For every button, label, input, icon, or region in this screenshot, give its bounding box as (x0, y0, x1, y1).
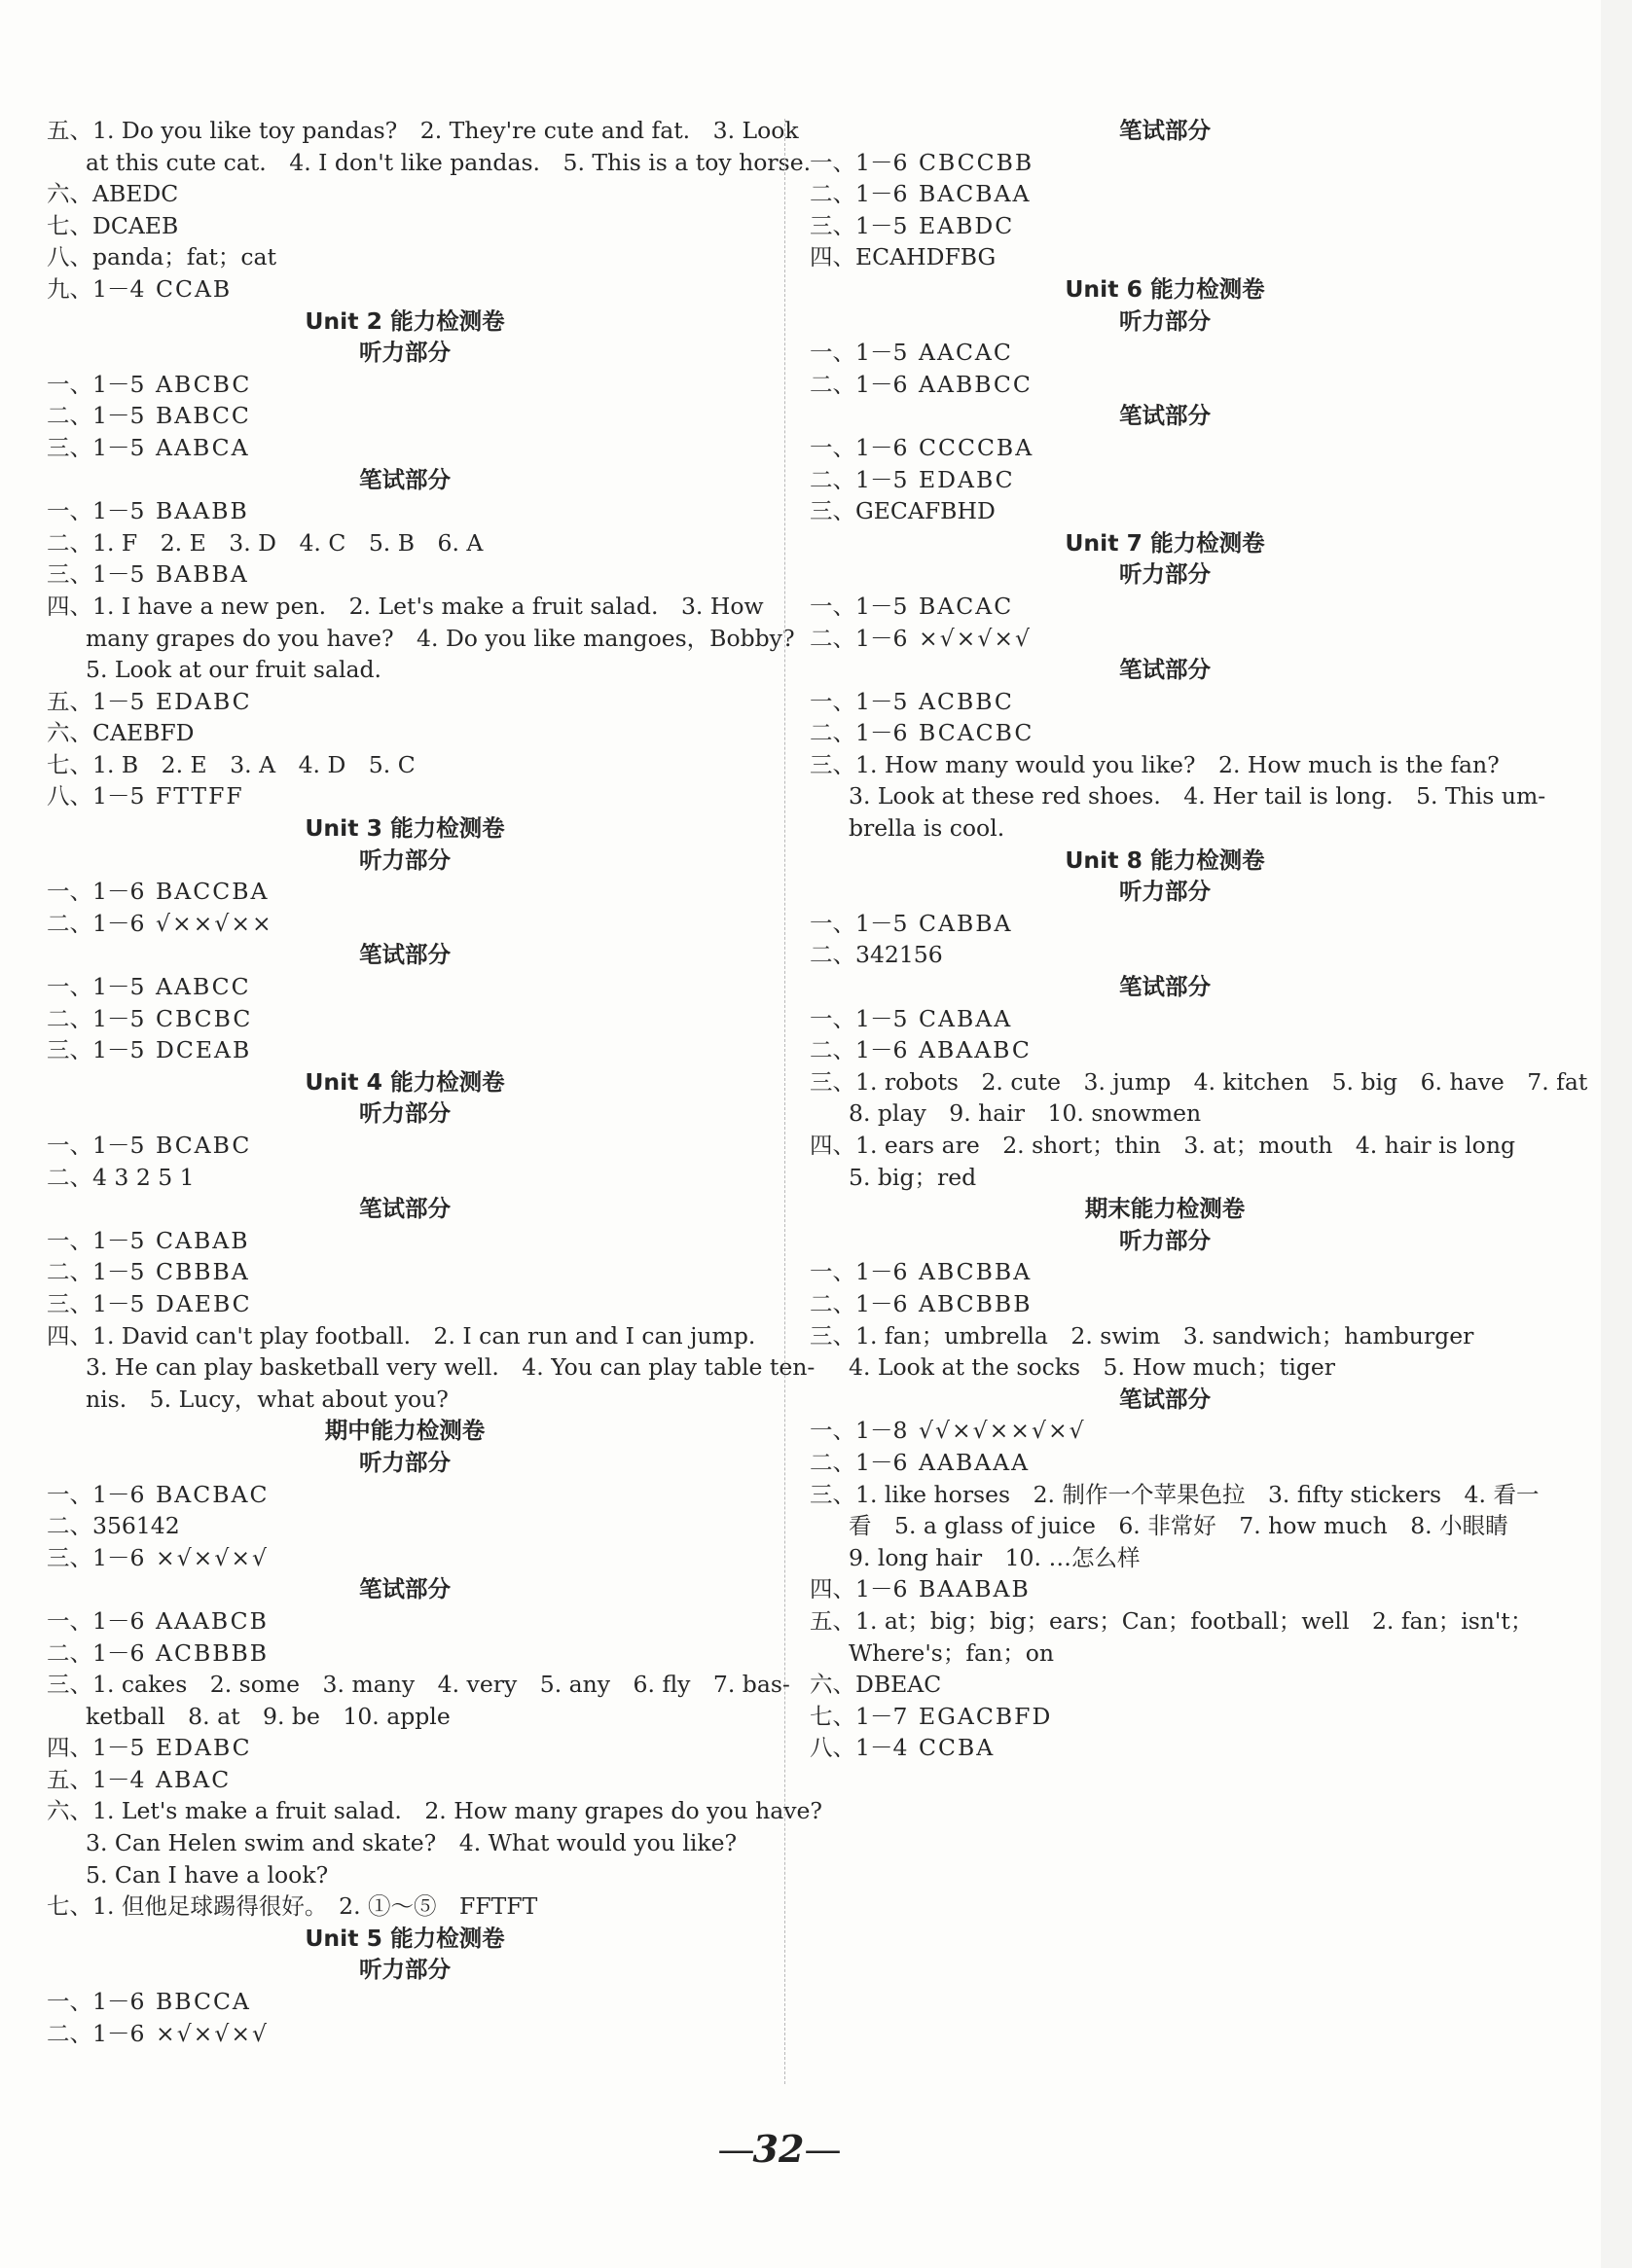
section-heading: 听力部分 (359, 846, 451, 874)
question-range: 二、1－5 (47, 402, 145, 430)
question-range: 一、1－5 (47, 497, 145, 525)
question-range: 三、1－5 (47, 1289, 145, 1317)
answer-line (810, 1447, 1520, 1479)
answer-line (810, 1256, 1520, 1288)
answer-continuation: nis. 5. Lucy，what about you? (86, 1385, 449, 1413)
answer-value: ABAC (156, 1765, 232, 1793)
answer-value: DAEBC (156, 1289, 252, 1317)
answer-continuation: 5. Can I have a look? (86, 1860, 329, 1889)
answer-line: 五、1. Do you like toy pandas? 2. They're cute and fat. 3. Look (47, 117, 799, 144)
answer-continuation: 5. Look at our fruit salad. (86, 656, 382, 684)
answer-value: AABBCC (919, 370, 1033, 398)
answer-value: ABCBBA (919, 1258, 1033, 1286)
answer-continuation: 看 5. a glass of juice 6. 非常好 7. how much 8. 小眼睛 (849, 1512, 1508, 1540)
answer-continuation: 5. big；red (849, 1163, 977, 1191)
answer-line: 四、1. I have a new pen. 2. Let's make a fruit salad. 3. How (47, 592, 764, 620)
answer-value: ×√×√×√ (156, 1543, 269, 1571)
answer-continuation: 9. long hair 10. …怎么样 (849, 1543, 1141, 1571)
question-range: 一、1－5 (47, 973, 145, 1001)
question-range: 一、1－6 (47, 1988, 145, 2016)
answer-continuation: Where's；fan；on (849, 1638, 1054, 1667)
question-range: 二、1－5 (810, 465, 908, 493)
section-heading: 笔试部分 (359, 1575, 451, 1603)
answer-line (810, 210, 1520, 242)
section-heading: Unit 7 能力检测卷 (1065, 528, 1265, 557)
question-range: 四、1－5 (47, 1734, 145, 1762)
answer-line: 七、1. B 2. E 3. A 4. D 5. C (47, 750, 416, 778)
section-heading: 笔试部分 (359, 465, 451, 493)
answer-line (810, 1288, 1520, 1320)
question-range: 一、1－8 (810, 1417, 908, 1445)
answer-line (47, 876, 763, 908)
question-range: 二、1－6 (47, 1638, 145, 1667)
section-heading: 笔试部分 (1119, 656, 1211, 684)
question-range: 二、1－6 (47, 2019, 145, 2047)
answer-line (47, 1542, 763, 1574)
question-range: 一、1－5 (47, 370, 145, 398)
page-number-dash-right: — (804, 2128, 840, 2171)
answer-line (810, 369, 1520, 401)
left-column (47, 115, 823, 2049)
answer-value: CABAA (919, 1004, 1013, 1032)
page-number (0, 2127, 1557, 2171)
question-range: 一、1－6 (47, 1480, 145, 1508)
answer-line (47, 273, 763, 306)
question-range: 三、1－5 (47, 560, 145, 589)
answer-value: ×√×√×√ (156, 2019, 269, 2047)
section-heading: 笔试部分 (1119, 973, 1211, 1001)
answer-continuation: 3. Look at these red shoes. 4. Her tail is long. 5. This um- (849, 782, 1546, 810)
answer-line (810, 432, 1520, 464)
answer-line (810, 178, 1520, 210)
answer-value: BAABB (156, 497, 249, 525)
answer-line (47, 1003, 763, 1035)
question-range: 二、1－6 (810, 180, 908, 208)
section-heading: 笔试部分 (1119, 402, 1211, 430)
section-heading: 听力部分 (1119, 878, 1211, 906)
section-heading: 听力部分 (1119, 560, 1211, 589)
answer-line (810, 1701, 1520, 1733)
answer-value: BCACBC (919, 719, 1034, 747)
question-range: 二、1－6 (47, 909, 145, 937)
section-heading: 听力部分 (359, 1448, 451, 1476)
right-column (810, 115, 1588, 1764)
page-number-value: 32 (752, 2127, 805, 2171)
answer-continuation: 3. He can play basketball very well. 4. You can play table ten- (86, 1353, 816, 1382)
question-range: 二、1－6 (810, 719, 908, 747)
section-heading: Unit 2 能力检测卷 (305, 306, 505, 335)
question-range: 一、1－5 (810, 687, 908, 715)
question-range: 三、1－6 (47, 1543, 145, 1571)
answer-value: CCAB (156, 274, 233, 303)
answer-line: 八、panda；fat；cat (47, 243, 277, 271)
question-range: 三、1－5 (47, 1036, 145, 1064)
answer-value: √√×√××√×√ (919, 1417, 1086, 1445)
answer-line (47, 971, 763, 1003)
answer-line: 四、1. David can't play football. 2. I can run and I can jump. (47, 1321, 756, 1350)
answer-line: 六、1. Let's make a fruit salad. 2. How many grapes do you have? (47, 1797, 823, 1825)
answer-value: BABBA (156, 560, 249, 589)
answer-line (47, 1638, 763, 1670)
question-range: 三、1－5 (810, 211, 908, 239)
answer-continuation: ketball 8. at 9. be 10. apple (86, 1702, 451, 1730)
answer-line: 三、GECAFBHD (810, 497, 996, 525)
answer-line (810, 1003, 1520, 1035)
answer-line: 三、1. cakes 2. some 3. many 4. very 5. any 6. fly 7. bas- (47, 1671, 790, 1699)
answer-line: 四、1. ears are 2. short；thin 3. at；mouth 4. hair is long (810, 1132, 1516, 1159)
answer-line: 七、1. 但他足球踢得很好。 2. ①～⑤ FFTFT (47, 1892, 538, 1921)
answer-value: AABAAA (919, 1448, 1031, 1476)
question-range: 二、1－6 (810, 1448, 908, 1476)
answer-value: CCCCBA (919, 433, 1034, 461)
answer-line: 二、356142 (47, 1512, 180, 1540)
answer-value: CBCCBB (919, 148, 1034, 176)
answer-line: 二、342156 (810, 941, 943, 969)
section-heading: Unit 4 能力检测卷 (305, 1067, 505, 1096)
answer-line (47, 2018, 763, 2050)
section-heading: Unit 6 能力检测卷 (1065, 274, 1265, 303)
answer-line (47, 1732, 763, 1764)
section-heading: Unit 5 能力检测卷 (305, 1924, 505, 1952)
answer-line (47, 1288, 763, 1320)
section-heading: 期中能力检测卷 (324, 1417, 486, 1445)
question-range: 八、1－4 (810, 1734, 908, 1762)
answer-continuation: many grapes do you have? 4. Do you like mangoes，Bobby? (86, 624, 795, 652)
answer-line (810, 686, 1520, 718)
answer-line: 三、1. robots 2. cute 3. jump 4. kitchen 5. big 6. have 7. fat (810, 1067, 1588, 1096)
answer-line: 七、DCAEB (47, 211, 179, 239)
answer-value: AAABCB (156, 1606, 269, 1635)
section-heading: 笔试部分 (359, 1195, 451, 1223)
question-range: 五、1－4 (47, 1765, 145, 1793)
question-range: 一、1－5 (810, 1004, 908, 1032)
answer-value: BACBAA (919, 180, 1032, 208)
question-range: 一、1－5 (810, 592, 908, 620)
answer-value: ACBBC (919, 687, 1014, 715)
question-range: 七、1－7 (810, 1702, 908, 1730)
question-range: 一、1－6 (47, 878, 145, 906)
question-range: 一、1－5 (810, 909, 908, 937)
question-range: 一、1－6 (810, 1258, 908, 1286)
answer-line (810, 623, 1520, 655)
answer-line (810, 464, 1520, 496)
answer-value: BCABC (156, 1132, 252, 1159)
answer-value: BACBAC (156, 1480, 270, 1508)
answer-value: CABAB (156, 1226, 250, 1254)
section-heading: 笔试部分 (359, 941, 451, 969)
answer-line (47, 400, 763, 432)
question-range: 二、1－6 (810, 1289, 908, 1317)
question-range: 一、1－6 (810, 433, 908, 461)
answer-line (47, 432, 763, 464)
answer-value: ABCBC (156, 370, 252, 398)
answer-value: EDABC (156, 1734, 252, 1762)
answer-value: ABCBBB (919, 1289, 1033, 1317)
answer-line (47, 558, 763, 591)
question-range: 二、1－5 (47, 1258, 145, 1286)
answer-value: AABCA (156, 433, 250, 461)
question-range: 一、1－5 (810, 339, 908, 367)
answer-value: EDABC (156, 687, 252, 715)
answer-line (47, 780, 763, 812)
answer-value: BACCBA (156, 878, 270, 906)
question-range: 八、1－5 (47, 782, 145, 810)
question-range: 四、1－6 (810, 1575, 908, 1603)
question-range: 二、1－5 (47, 1004, 145, 1032)
answer-value: AACAC (919, 339, 1013, 367)
answer-line: 四、ECAHDFBG (810, 243, 997, 271)
question-range: 五、1－5 (47, 687, 145, 715)
answer-value: BAABAB (919, 1575, 1031, 1603)
answer-value: BBCCA (156, 1988, 251, 2016)
answer-value: √××√×× (156, 909, 273, 937)
answer-line (810, 908, 1520, 940)
answer-line (810, 717, 1520, 749)
section-heading: 听力部分 (359, 1099, 451, 1128)
answer-value: BACAC (919, 592, 1014, 620)
answer-value: AABCC (156, 973, 251, 1001)
answer-line: 三、1. fan；umbrella 2. swim 3. sandwich；hamburger (810, 1321, 1474, 1350)
answer-continuation: 4. Look at the socks 5. How much；tiger (849, 1353, 1336, 1382)
answer-value: EDABC (919, 465, 1015, 493)
answer-continuation: at this cute cat. 4. I don't like pandas. 5. This is a toy horse. (86, 148, 812, 176)
answer-line (47, 1479, 763, 1511)
answer-continuation: 3. Can Helen swim and skate? 4. What would you like? (86, 1829, 738, 1857)
answer-line (810, 1573, 1520, 1605)
answer-line (47, 1256, 763, 1288)
answer-continuation: 8. play 9. hair 10. snowmen (849, 1099, 1202, 1128)
question-range: 二、1－6 (810, 624, 908, 652)
question-range: 一、1－5 (47, 1132, 145, 1159)
answer-value: DCEAB (156, 1036, 252, 1064)
question-range: 二、1－6 (810, 1036, 908, 1064)
question-range: 一、1－5 (47, 1226, 145, 1254)
answer-line (810, 1732, 1520, 1764)
answer-value: ×√×√×√ (919, 624, 1032, 652)
question-range: 三、1－5 (47, 433, 145, 461)
answer-value: BABCC (156, 402, 251, 430)
answer-line: 五、1. at；big；big；ears；Can；football；well 2. fan；isn't； (810, 1606, 1534, 1635)
answer-line (47, 1034, 763, 1066)
section-heading: 期末能力检测卷 (1084, 1195, 1246, 1223)
answer-line (47, 1764, 763, 1796)
section-heading: Unit 3 能力检测卷 (305, 814, 505, 843)
section-heading: 笔试部分 (1119, 117, 1211, 144)
answer-value: FTTFF (156, 782, 244, 810)
answer-value: ABAABC (919, 1036, 1032, 1064)
answer-value: EABDC (919, 211, 1015, 239)
question-range: 一、1－6 (47, 1606, 145, 1635)
answer-value: EGACBFD (919, 1702, 1053, 1730)
answer-line (47, 686, 763, 718)
answer-value: CCBA (919, 1734, 996, 1762)
section-heading: 听力部分 (359, 1956, 451, 1984)
question-range: 二、1－6 (810, 370, 908, 398)
answer-continuation: brella is cool. (849, 814, 1005, 843)
answer-line: 二、4 3 2 5 1 (47, 1163, 195, 1191)
section-heading: 听力部分 (1119, 306, 1211, 335)
question-range: 一、1－6 (810, 148, 908, 176)
answer-line (47, 1130, 763, 1162)
section-heading: Unit 8 能力检测卷 (1065, 846, 1265, 874)
answer-line (47, 908, 763, 940)
answer-value: ACBBBB (156, 1638, 270, 1667)
section-heading: 笔试部分 (1119, 1385, 1211, 1413)
section-heading: 听力部分 (359, 339, 451, 367)
answer-line (810, 337, 1520, 369)
answer-line: 六、DBEAC (810, 1671, 942, 1699)
answer-line: 三、1. How many would you like? 2. How much is the fan? (810, 750, 1500, 778)
answer-line (47, 1986, 763, 2018)
answer-line (47, 369, 763, 401)
answer-line (810, 147, 1520, 179)
answer-value: CBBBA (156, 1258, 250, 1286)
section-heading: 听力部分 (1119, 1226, 1211, 1254)
answer-line: 六、CAEBFD (47, 719, 195, 747)
answer-line (810, 1034, 1520, 1066)
answer-value: CABBA (919, 909, 1013, 937)
answer-line (47, 495, 763, 527)
answer-line (47, 1225, 763, 1257)
page-number-dash-left: — (717, 2128, 753, 2171)
question-range: 九、1－4 (47, 274, 145, 303)
answer-value: CBCBC (156, 1004, 253, 1032)
answer-line (47, 1605, 763, 1638)
answer-line: 三、1. like horses 2. 制作一个苹果色拉 3. fifty stickers 4. 看一 (810, 1480, 1540, 1508)
answer-line (810, 1415, 1520, 1447)
column-divider (784, 119, 785, 2084)
answer-line (810, 591, 1520, 623)
answer-line: 六、ABEDC (47, 180, 179, 208)
answer-line: 二、1. F 2. E 3. D 4. C 5. B 6. A (47, 528, 484, 557)
